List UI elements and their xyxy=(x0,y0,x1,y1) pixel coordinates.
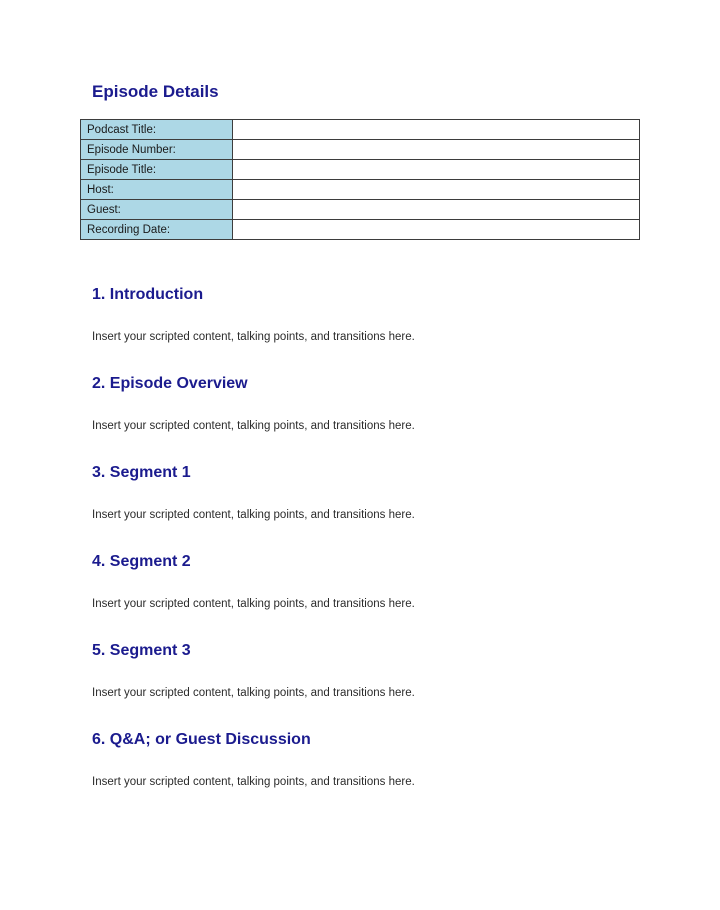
row-label-episode-title: Episode Title: xyxy=(81,160,233,180)
section-segment-3 xyxy=(80,641,640,700)
section-placeholder-qa-guest-discussion: Insert your scripted content, talking points, and transitions here. xyxy=(92,776,415,788)
row-value-episode-title[interactable] xyxy=(233,160,640,180)
row-value-guest[interactable] xyxy=(233,200,640,220)
section-placeholder-segment-1: Insert your scripted content, talking points, and transitions here. xyxy=(92,509,415,521)
section-episode-overview xyxy=(80,374,640,433)
row-value-recording-date[interactable] xyxy=(233,220,640,240)
section-segment-1 xyxy=(80,463,640,522)
section-introduction xyxy=(80,285,640,344)
section-heading-episode-overview: 2. Episode Overview xyxy=(92,375,248,392)
row-label-podcast-title: Podcast Title: xyxy=(81,120,233,140)
row-label-guest: Guest: xyxy=(81,200,233,220)
row-value-host[interactable] xyxy=(233,180,640,200)
table-row-host xyxy=(81,180,640,200)
table-row-guest xyxy=(81,200,640,220)
section-heading-introduction: 1. Introduction xyxy=(92,286,204,303)
section-segment-2 xyxy=(80,552,640,611)
episode-details-table xyxy=(80,119,640,240)
table-row-episode-number xyxy=(81,140,640,160)
section-placeholder-episode-overview: Insert your scripted content, talking points, and transitions here. xyxy=(92,420,415,432)
section-placeholder-segment-2: Insert your scripted content, talking points, and transitions here. xyxy=(92,598,415,610)
page-title: Episode Details xyxy=(92,82,219,101)
section-heading-qa-guest-discussion: 6. Q&A; or Guest Discussion xyxy=(92,731,311,748)
table-row-podcast-title xyxy=(81,120,640,140)
row-label-recording-date: Recording Date: xyxy=(81,220,233,240)
section-qa-guest-discussion xyxy=(80,730,640,789)
row-value-podcast-title[interactable] xyxy=(233,120,640,140)
section-heading-segment-1: 3. Segment 1 xyxy=(92,464,191,481)
section-heading-segment-2: 4. Segment 2 xyxy=(92,553,191,570)
section-placeholder-segment-3: Insert your scripted content, talking points, and transitions here. xyxy=(92,687,415,699)
section-heading-segment-3: 5. Segment 3 xyxy=(92,642,191,659)
table-row-recording-date xyxy=(81,220,640,240)
row-label-episode-number: Episode Number: xyxy=(81,140,233,160)
section-placeholder-introduction: Insert your scripted content, talking points, and transitions here. xyxy=(92,331,415,343)
row-label-host: Host: xyxy=(81,180,233,200)
row-value-episode-number[interactable] xyxy=(233,140,640,160)
table-row-episode-title xyxy=(81,160,640,180)
